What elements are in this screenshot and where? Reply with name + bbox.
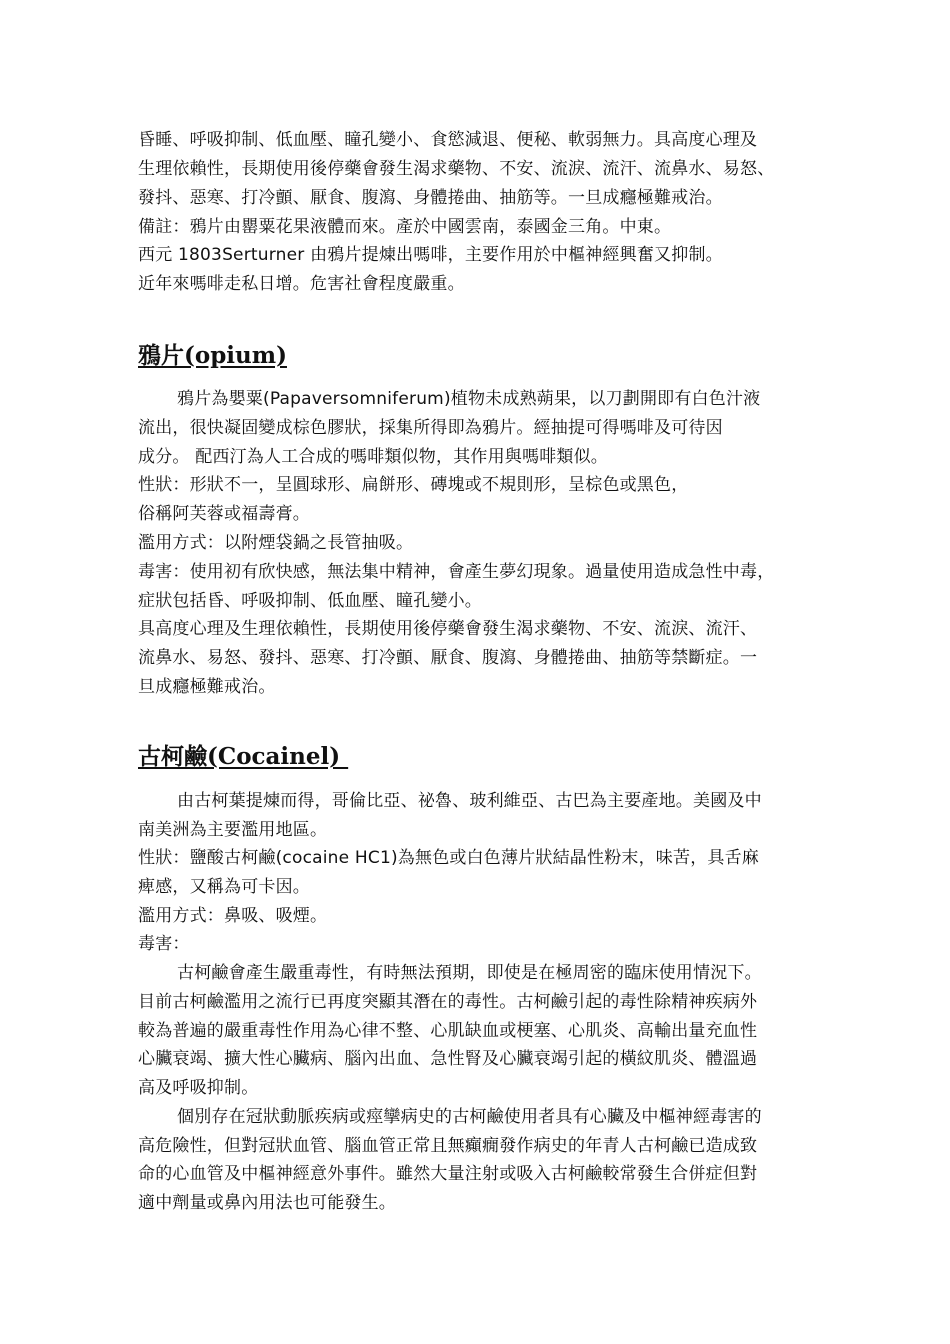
cocaine-abuse-method-line: 濫用方式：鼻吸、吸煙。 [138,906,328,926]
cocaine-heading: 古柯鹼(Cocainel) [138,743,349,770]
opium-line-8: 症狀包括昏、呼吸抑制、低血壓、瞳孔變小。 [138,591,482,611]
cocaine-line-15: 適中劑量或鼻內用法也可能發生。 [138,1193,396,1213]
opium-properties-line: 性狀：形狀不一，呈圓球形、扁餅形、磚塊或不規則形，呈棕色或黑色， [138,475,689,495]
cocaine-line-10: 心臟衰竭、擴大性心臟病、腦內出血、急性腎及心臟衰竭引起的橫紋肌炎、體溫過 [138,1049,758,1069]
cocaine-harm-label: 毒害： [138,934,190,954]
intro-line-1: 昏睡、呼吸抑制、低血壓、瞳孔變小、食慾減退、便秘、軟弱無力。具高度心理及 [138,130,758,150]
cocaine-line-8: 目前古柯鹼濫用之流行已再度突顯其潛在的毒性。古柯鹼引起的毒性除精神疾病外 [138,992,758,1012]
cocaine-properties-line: 性狀：鹽酸古柯鹼(cocaine HC1)為無色或白色薄片狀結晶性粉末，味苦，具舌麻 [138,848,760,868]
cocaine-line-13: 高危險性，但對冠狀血管、腦血管正常且無癲癇發作病史的年青人古柯鹼已造成致 [138,1136,758,1156]
intro-note-line: 備註：鴉片由罌粟花果液體而來。產於中國雲南，泰國金三角。中東。 [138,217,672,237]
intro-line-3: 發抖、惡寒、打冷顫、厭食、腹瀉、身體捲曲、抽筋等。一旦成癮極難戒治。 [138,188,723,208]
opium-line-5: 俗稱阿芙蓉或福壽膏。 [138,504,310,524]
opium-line-10: 流鼻水、易怒、發抖、惡寒、打冷顫、厭食、腹瀉、身體捲曲、抽筋等禁斷症。一 [138,648,758,668]
cocaine-line-12: 個別存在冠狀動脈疾病或痙攣病史的古柯鹼使用者具有心臟及中樞神經毒害的 [177,1107,762,1127]
opium-harm-line: 毒害：使用初有欣快感，無法集中精神，會產生夢幻現象。過量使用造成急性中毒， [138,562,775,582]
cocaine-line-2: 南美洲為主要濫用地區。 [138,820,328,840]
intro-line-5: 西元 1803Serturner 由鴉片提煉出嗎啡，主要作用於中樞神經興奮又抑制。 [138,245,723,265]
cocaine-line-7: 古柯鹼會產生嚴重毒性，有時無法預期，即使是在極周密的臨床使用情況下。 [177,963,762,983]
opium-line-11: 旦成癮極難戒治。 [138,677,276,697]
opium-line-2: 流出，很快凝固變成棕色膠狀，採集所得即為鴉片。經抽提可得嗎啡及可待因 [138,418,723,438]
opium-line-1: 鴉片為嬰粟(Papaversomniferum)植物未成熟蒴果，以刀劃開即有白色汁液 [177,389,761,409]
intro-line-6: 近年來嗎啡走私日增。危害社會程度嚴重。 [138,274,465,294]
cocaine-line-9: 較為普遍的嚴重毒性作用為心律不整、心肌缺血或梗塞、心肌炎、高輸出量充血性 [138,1021,758,1041]
cocaine-line-4: 痺感，又稱為可卡因。 [138,877,310,897]
cocaine-line-14: 命的心血管及中樞神經意外事件。雖然大量注射或吸入古柯鹼較常發生合併症但對 [138,1164,758,1184]
cocaine-line-1: 由古柯葉提煉而得，哥倫比亞、祕魯、玻利維亞、古巴為主要產地。美國及中 [177,791,762,811]
intro-line-2: 生理依賴性，長期使用後停藥會發生渴求藥物、不安、流淚、流汗、流鼻水、易怒、 [138,159,775,179]
opium-heading: 鴉片(opium) [138,342,287,369]
opium-abuse-method-line: 濫用方式：以附煙袋鍋之長管抽吸。 [138,533,414,553]
opium-line-9: 具高度心理及生理依賴性，長期使用後停藥會發生渴求藥物、不安、流淚、流汗、 [138,619,758,639]
opium-line-3: 成分。 配西汀為人工合成的嗎啡類似物，其作用與嗎啡類似。 [138,447,609,467]
cocaine-line-11: 高及呼吸抑制。 [138,1078,259,1098]
